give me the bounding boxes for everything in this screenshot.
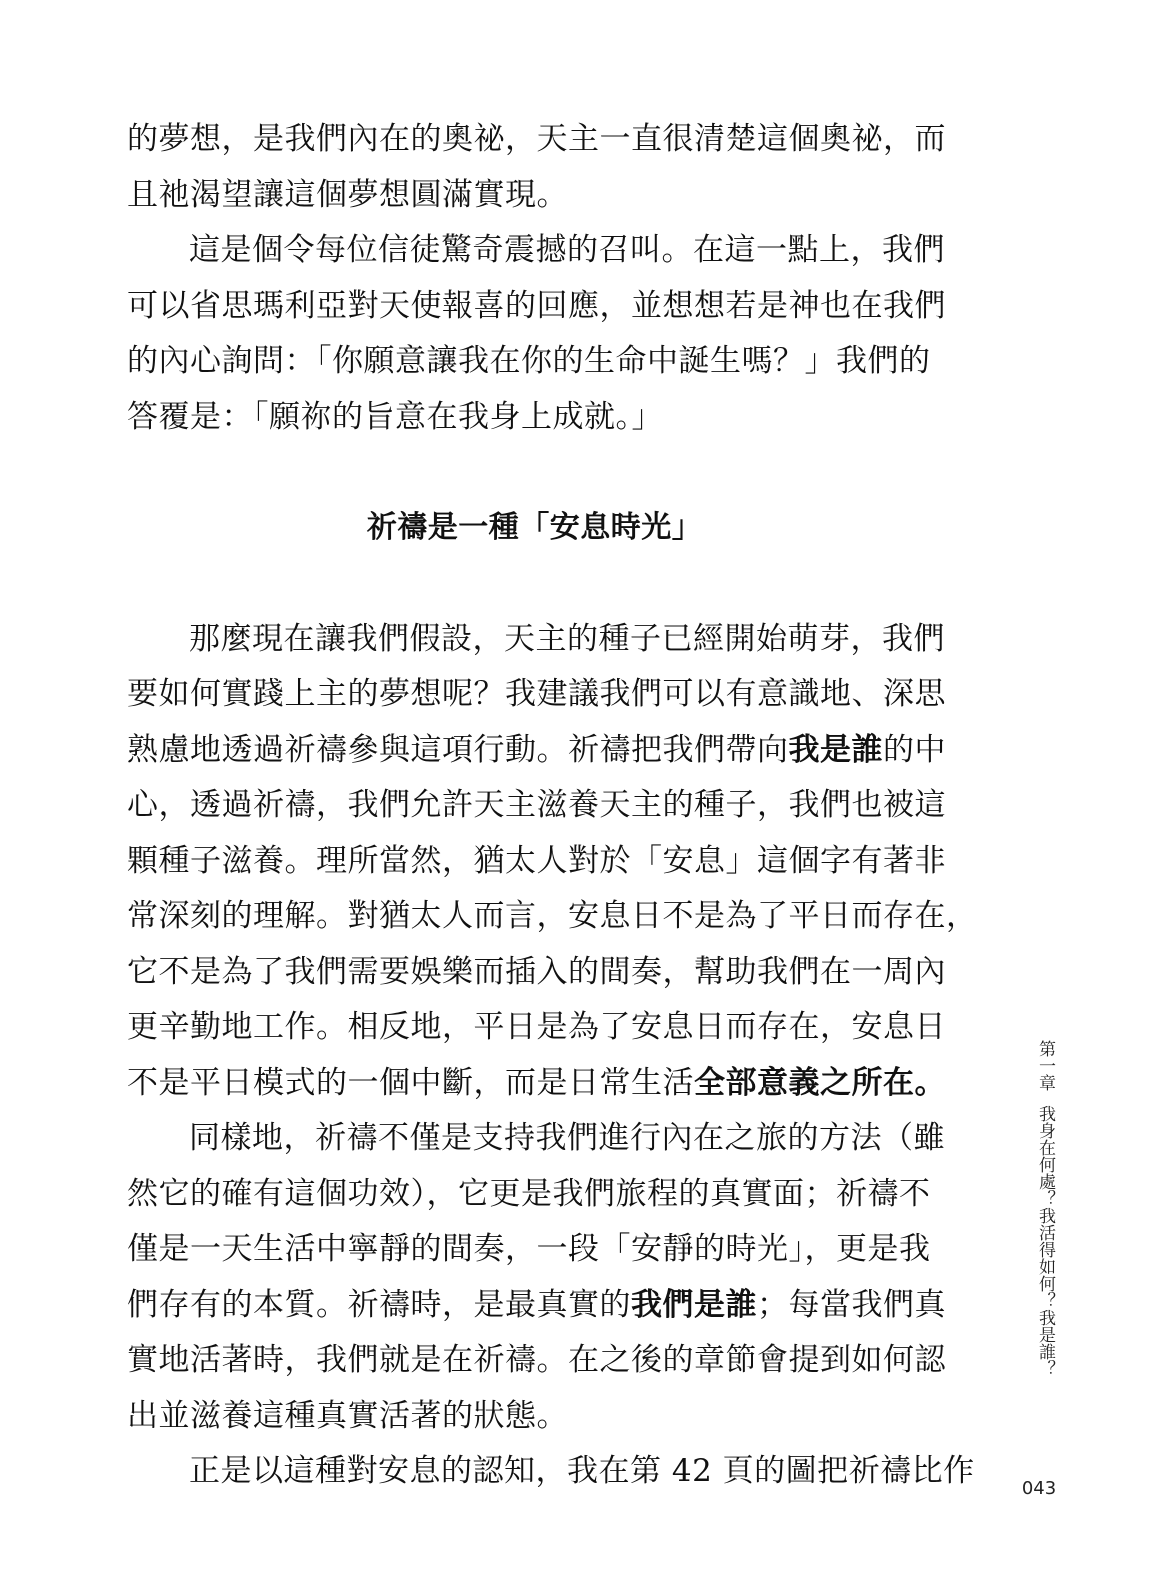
body-text — [127, 112, 978, 1500]
text-run: 熟慮地透過祈禱參與這項行動。祈禱把我們帶向 — [127, 731, 789, 768]
page-number: 043 — [1021, 1478, 1057, 1499]
text-line: 答覆是：「願祢的旨意在我身上成就。」 — [127, 398, 663, 435]
text-line: 這是個令每位信徒驚奇震撼的召叫。在這一點上，我們 — [189, 232, 945, 268]
emphasis-who-am-i: 我是誰 — [788, 731, 883, 768]
running-header-vertical — [1025, 1040, 1055, 1377]
text-line: 的夢想，是我們內在的奧祕，天主一直很清楚這個奧祕，而 — [127, 121, 946, 157]
text-line: 它不是為了我們需要娛樂而插入的間奏，幫助我們在一周內 — [127, 953, 946, 990]
text-run: 們存有的本質。祈禱時，是最真實的 — [127, 1286, 631, 1323]
text-line: 實地活著時，我們就是在祈禱。在之後的章節會提到如何認 — [127, 1342, 946, 1378]
text-line: 同樣地，祈禱不僅是支持我們進行內在之旅的方法（雖 — [189, 1120, 945, 1156]
text-line: 可以省思瑪利亞對天使報喜的回應，並想想若是神也在我們 — [127, 287, 946, 324]
emphasis-who-we-are: 我們是誰 — [631, 1286, 757, 1323]
text-line: 僅是一天生活中寧靜的間奏，一段「安靜的時光」，更是我 — [127, 1231, 931, 1267]
chapter-title: 我身在何處？我活得如何？我是誰？ — [1035, 1105, 1055, 1377]
emphasis-whole-meaning: 全部意義之所在。 — [694, 1064, 946, 1101]
text-line — [127, 723, 946, 779]
text-line: 要如何實踐上主的夢想呢？我建議我們可以有意識地、深思 — [127, 676, 946, 712]
text-line: 那麼現在讓我們假設，天主的種子已經開始萌芽，我們 — [189, 620, 945, 657]
text-line: 正是以這種對安息的認知，我在第 42 頁的圖把祈禱比作 — [189, 1453, 975, 1489]
text-line: 顆種子滋養。理所當然，猶太人對於「安息」這個字有著非 — [127, 842, 946, 879]
text-line — [127, 1278, 946, 1334]
chapter-label: 第一章 — [1035, 1040, 1055, 1091]
text-run: 不是平日模式的一個中斷，而是日常生活 — [127, 1064, 694, 1101]
section-heading: 祈禱是一種「安息時光」 — [366, 510, 703, 545]
text-line: 然它的確有這個功效），它更是我們旅程的真實面；祈禱不 — [127, 1175, 931, 1212]
text-line: 常深刻的理解。對猶太人而言，安息日不是為了平日而存在， — [127, 898, 978, 934]
text-line: 出並滋養這種真實活著的狀態。 — [127, 1397, 568, 1434]
text-line — [127, 1056, 946, 1112]
text-line: 的內心詢問：「你願意讓我在你的生命中誕生嗎？」我們的 — [127, 343, 931, 379]
text-line: 更辛勤地工作。相反地，平日是為了安息日而存在，安息日 — [127, 1009, 946, 1045]
text-line: 心，透過祈禱，我們允許天主滋養天主的種子，我們也被這 — [127, 787, 946, 823]
text-line: 且祂渴望讓這個夢想圓滿實現。 — [127, 176, 568, 213]
text-run: 的中 — [883, 731, 946, 768]
text-run: ；每當我們真 — [757, 1286, 946, 1323]
